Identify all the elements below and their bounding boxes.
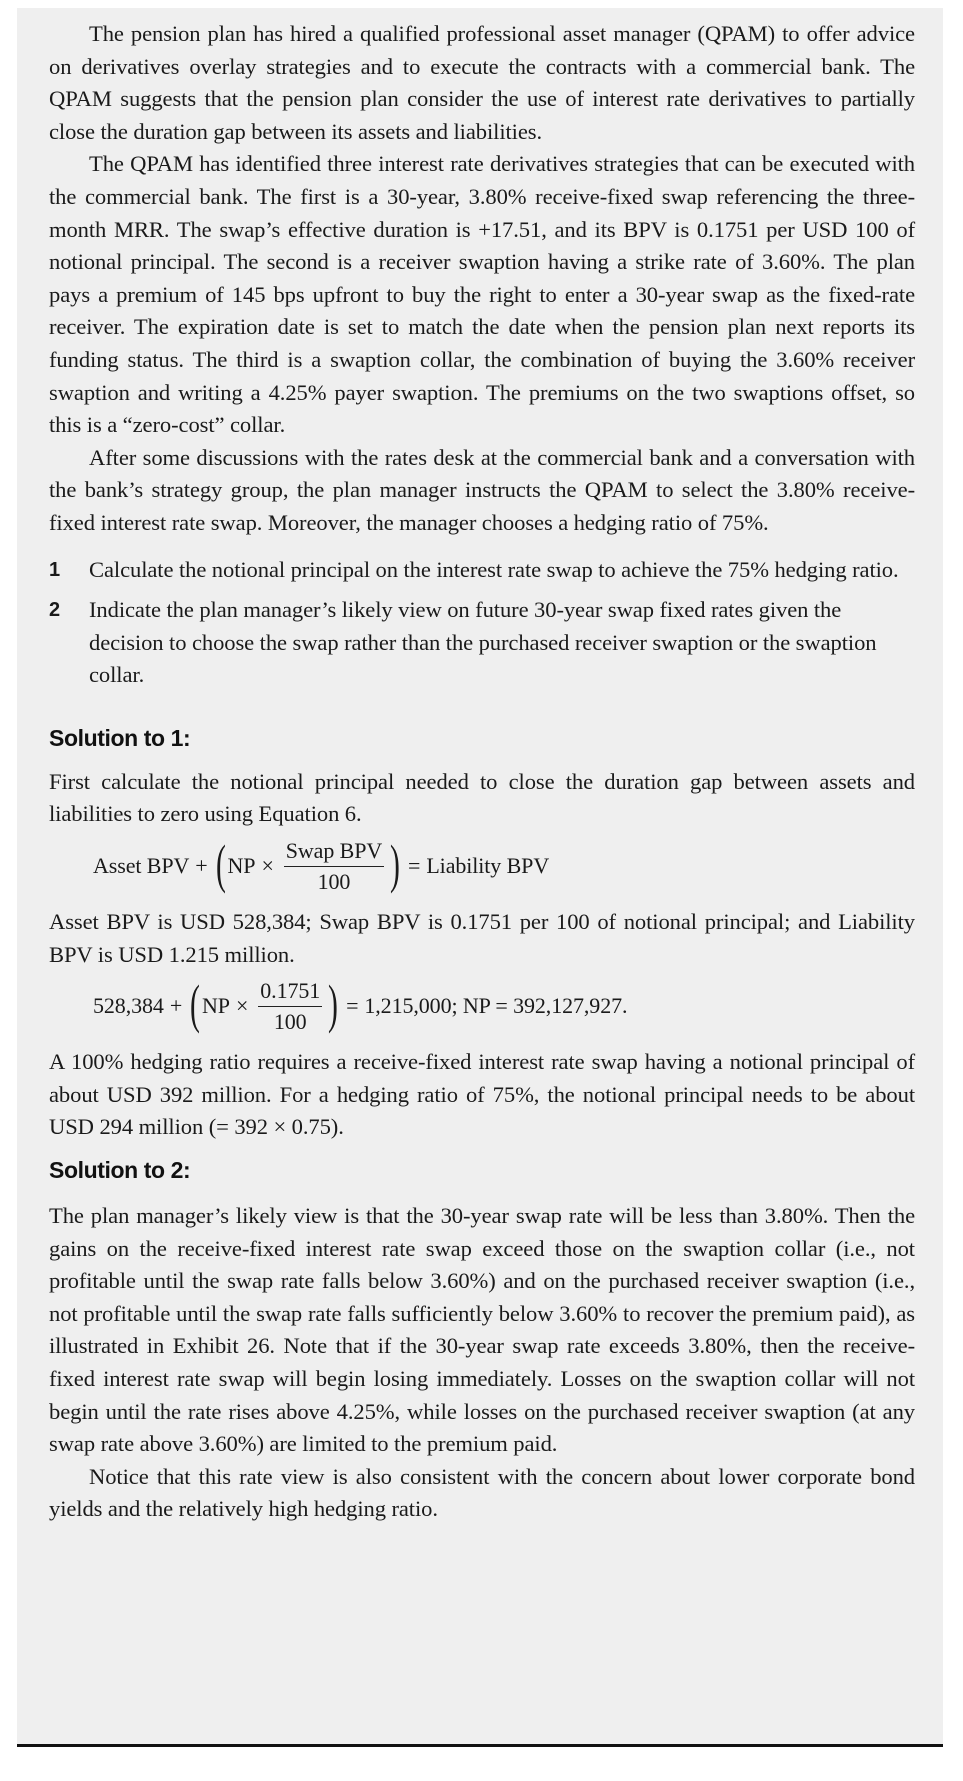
question-number: 2 bbox=[49, 599, 61, 622]
equation-general bbox=[49, 833, 915, 896]
eq-np: NP bbox=[227, 853, 256, 879]
left-paren-icon: ( bbox=[190, 973, 200, 1034]
right-paren-icon: ) bbox=[390, 833, 401, 894]
eq-lhs: Asset BPV bbox=[93, 853, 190, 879]
eq-plus: + bbox=[169, 993, 183, 1019]
solution-2-heading: Solution to 2: bbox=[49, 1157, 191, 1184]
solution-1-intro: First calculate the notional principal needed to close the duration gap between assets and liabilities to zero using Equation 6. bbox=[49, 768, 915, 827]
eq-rhs: Liability BPV bbox=[426, 853, 550, 879]
left-paren-icon: ( bbox=[215, 833, 226, 894]
eq-denominator: 100 bbox=[273, 1009, 307, 1035]
eq-numerator: 0.1751 bbox=[258, 977, 322, 1007]
question-item-2 bbox=[49, 594, 915, 692]
eq-rhs: 1,215,000; NP = 392,127,927. bbox=[364, 993, 628, 1019]
solution-2-paragraph-2: Notice that this rate view is also consistent with the concern about lower corporate bond yields and the relatively high hedging ratio. bbox=[49, 1463, 915, 1522]
solution-1-heading: Solution to 1: bbox=[49, 724, 191, 751]
eq-times: × bbox=[261, 853, 274, 879]
eq-fraction bbox=[284, 837, 384, 896]
eq-numerator: Swap BPV bbox=[284, 837, 384, 867]
eq-denominator: 100 bbox=[317, 869, 351, 895]
eq-lhs: 528,384 bbox=[93, 993, 164, 1019]
intro-paragraph-1: The pension plan has hired a qualified professional asset manager (QPAM) to offer advice on derivatives overlay strategies and to execute the contracts with a commercial bank. The QPAM suggests that the pension plan consider the use of interest rate derivatives to partially close the duration gap between its assets and liabilities. bbox=[49, 21, 915, 144]
question-text: Calculate the notional principal on the interest rate swap to achieve the 75% hedging ratio. bbox=[89, 556, 899, 582]
example-content bbox=[49, 18, 915, 1526]
example-panel bbox=[17, 8, 943, 1747]
intro-paragraph-3: After some discussions with the rates desk at the commercial bank and a conversation with the bank’s strategy group, the plan manager instructs the QPAM to select the 3.80% receive-fixed interest rate swap. Moreover, the manager chooses a hedging ratio of 75%. bbox=[49, 444, 915, 535]
eq-fraction bbox=[258, 977, 322, 1036]
intro-paragraph-2: The QPAM has identified three interest rate derivatives strategies that can be executed with the commercial bank. The first is a 30-year, 3.80% receive-fixed swap referencing the three-month MRR. The swap’s effective duration is +17.51, and its BPV is 0.1751 per USD 100 of notional principal. The second is a receiver swaption having a strike rate of 3.60%. The plan pays a premium of 145 bps upfront to buy the right to enter a 30-year swap as the fixed-rate receiver. The expiration date is set to match the date when the pension plan next reports its funding status. The third is a swaption collar, the combination of buying the 3.60% receiver swaption and writing a 4.25% payer swaption. The premiums on the two swaptions offset, so this is a “zero-cost” collar. bbox=[49, 151, 915, 438]
solution-1-conclusion: A 100% hedging ratio requires a receive-fixed interest rate swap having a notional principal of about USD 392 million. For a hedging ratio of 75%, the notional principal needs to be about USD 294 million (= 392 × 0.75). bbox=[49, 1049, 915, 1140]
right-paren-icon: ) bbox=[328, 973, 339, 1034]
eq-times: × bbox=[235, 993, 249, 1019]
eq-equals: = bbox=[346, 993, 359, 1019]
equation-numeric bbox=[49, 973, 915, 1036]
eq-np: NP bbox=[202, 993, 230, 1019]
question-number: 1 bbox=[49, 558, 61, 581]
solution-2-paragraph-1: The plan manager’s likely view is that the 30-year swap rate will be less than 3.80%. Then the gains on the receive-fixed interest rate swap exceed those on the swaption collar (i.e., not profitable until the swap rate falls below 3.60%) and on the purchased receiver swaption (i.e., not profitable until the swap rate falls sufficiently below 3.60% to recover the premium paid), as illustrated in Exhibit 26. Note that if the 30-year swap rate exceeds 3.80%, then the receive-fixed interest rate swap will begin losing immediately. Losses on the swaption collar will not begin until the rate rises above 4.25%, while losses on the purchased receiver swaption (at any swap rate above 3.60%) are limited to the premium paid. bbox=[49, 1203, 915, 1457]
question-item-1 bbox=[49, 554, 915, 587]
eq-equals: = bbox=[408, 853, 421, 879]
eq-plus: + bbox=[195, 853, 208, 879]
question-list bbox=[49, 554, 915, 692]
question-text: Indicate the plan manager’s likely view on future 30-year swap fixed rates given the decision to choose the swap rather than the purchased receiver swaption or the swaption collar. bbox=[89, 597, 877, 688]
solution-1-given: Asset BPV is USD 528,384; Swap BPV is 0.1751 per 100 of notional principal; and Liability BPV is USD 1.215 million. bbox=[49, 909, 915, 967]
